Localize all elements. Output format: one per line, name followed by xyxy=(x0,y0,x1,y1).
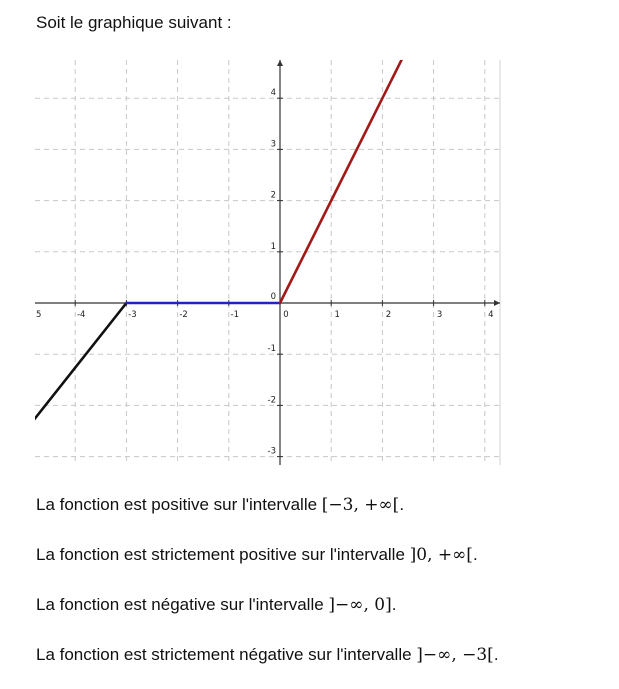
y-axis-arrow xyxy=(277,60,283,66)
origin-label-y: 0 xyxy=(270,292,276,302)
x-tick-label: 2 xyxy=(385,310,392,320)
x-tick-label: 3 xyxy=(436,310,443,320)
statement-text: La fonction est strictement négative sur l'intervalle xyxy=(36,645,417,664)
x-axis-arrow xyxy=(494,300,500,306)
series-group xyxy=(29,57,403,426)
x-tick-label: 5 xyxy=(36,310,42,320)
interval-math: [−3, +∞[ xyxy=(321,495,400,515)
y-tick-label: 3 xyxy=(270,139,276,150)
y-tick-label: 1 xyxy=(270,241,276,252)
statement-strictly-positive xyxy=(36,545,478,565)
period: . xyxy=(391,595,397,614)
series-line-left xyxy=(29,303,126,426)
y-tick-label: 4 xyxy=(270,88,276,99)
x-tick-label: 1 xyxy=(334,310,340,320)
interval-math: ]0, +∞[ xyxy=(409,545,473,565)
statement-text: La fonction est positive sur l'intervalle xyxy=(36,495,322,514)
statement-negative xyxy=(36,595,396,615)
y-tick-label: -3 xyxy=(267,446,276,457)
statement-strictly-negative xyxy=(36,645,499,665)
intro-text: Soit le graphique suivant : xyxy=(36,13,232,32)
y-tick-label: 2 xyxy=(270,190,276,201)
x-tick-label: -4 xyxy=(76,310,86,320)
x-tick-label: -2 xyxy=(179,310,188,320)
tick-labels xyxy=(36,88,494,456)
period: . xyxy=(493,645,499,664)
statement-text: La fonction est strictement positive sur l'intervalle xyxy=(36,545,410,564)
period: . xyxy=(399,495,405,514)
x-tick-label: 0 xyxy=(283,310,289,320)
interval-math: ]−∞, 0] xyxy=(328,595,392,615)
statement-text: La fonction est négative sur l'intervalle xyxy=(36,595,329,614)
statement-positive xyxy=(36,495,404,515)
x-tick-label: 4 xyxy=(488,310,494,320)
x-tick-label: -3 xyxy=(128,310,137,320)
period: . xyxy=(472,545,478,564)
series-line-right xyxy=(280,57,403,303)
y-tick-label: -2 xyxy=(267,395,276,406)
y-tick-label: -1 xyxy=(267,344,276,355)
interval-math: ]−∞, −3[ xyxy=(416,645,494,665)
x-tick-label: -1 xyxy=(230,310,240,320)
